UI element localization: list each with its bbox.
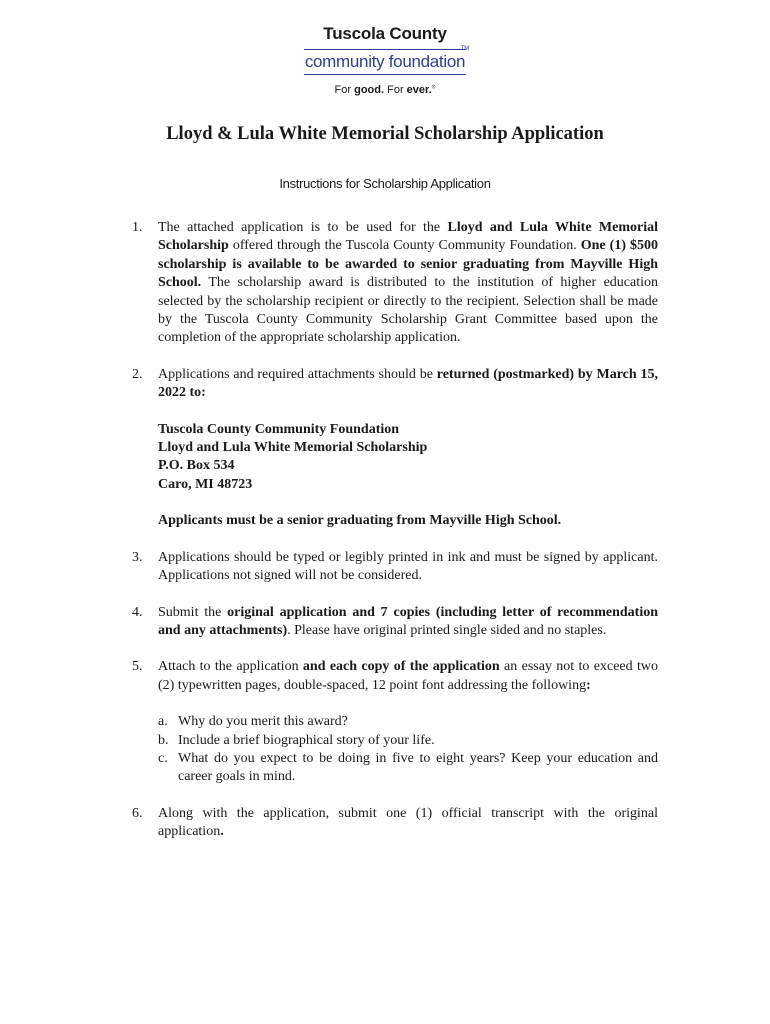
- item-text: The attached application is to be used for the Lloyd and Lula White Memorial Scholarship offered through the Tuscola County Community Foundation. One (1) $500 scholarship is available to be awarded to senior graduating from Mayville High School. The scholarship award is distributed to the institution of higher education selected by the scholarship recipient or directly to the recipient. Selection shall be made by the Tuscola County Community Scholarship Grant Committee based upon the completion of the appropriate scholarship application.: [158, 220, 658, 346]
- address-line: Tuscola County Community Foundation: [158, 421, 400, 437]
- mailing-address: [158, 421, 658, 495]
- instruction-item-5: [132, 658, 658, 786]
- logo-tagline: For good. For ever.®: [334, 84, 436, 96]
- instruction-item-6: [132, 805, 658, 842]
- essay-topic: b. Include a brief biographical story of your life.: [158, 732, 435, 748]
- address-line: Lloyd and Lula White Memorial Scholarship: [158, 440, 428, 456]
- instruction-item-2: [132, 366, 658, 531]
- logo-divider: [304, 49, 466, 50]
- item-number: 3.: [132, 549, 143, 565]
- essay-topic: a. Why do you merit this award?: [158, 714, 348, 730]
- logo-divider-bottom: [304, 74, 466, 75]
- logo-title: Tuscola County: [323, 24, 447, 43]
- item-number: 6.: [132, 805, 143, 821]
- essay-topics: [158, 713, 658, 787]
- instruction-list: [132, 219, 658, 842]
- trademark-mark: TM: [460, 46, 469, 52]
- instruction-item-1: [132, 219, 658, 348]
- instruction-item-4: [132, 604, 658, 641]
- item-number: 2.: [132, 366, 143, 382]
- document-title: Lloyd & Lula White Memorial Scholarship Application: [166, 124, 604, 144]
- address-line: Caro, MI 48723: [158, 476, 253, 492]
- item-number: 4.: [132, 604, 143, 620]
- item-text: Attach to the application and each copy of the application an essay not to exceed two (2) typewritten pages, double-spaced, 12 point font addressing the following:: [158, 659, 658, 693]
- instruction-item-3: [132, 549, 658, 586]
- item-text: Along with the application, submit one (1) official transcript with the original application.: [158, 805, 658, 840]
- item-number: 5.: [132, 659, 143, 675]
- foundation-logo: [300, 24, 470, 96]
- essay-topic: c. What do you expect to be doing in five to eight years? Keep your education and career goals in mind.: [158, 750, 658, 785]
- item-text: Submit the original application and 7 copies (including letter of recommendation and any attachments). Please have original printed single sided and no staples.: [158, 604, 658, 638]
- item-number: 1.: [132, 220, 143, 235]
- eligibility-note: Applicants must be a senior graduating from Mayville High School.: [158, 513, 562, 529]
- document-subtitle: Instructions for Scholarship Application: [279, 176, 491, 191]
- item-text: Applications and required attachments should be returned (postmarked) by March 15, 2022 to:: [158, 366, 658, 401]
- address-line: P.O. Box 534: [158, 458, 235, 474]
- item-text: Applications should be typed or legibly printed in ink and must be signed by applicant. Applications not signed will not be considered.: [158, 549, 658, 584]
- logo-subtitle: community foundation TM: [304, 46, 469, 71]
